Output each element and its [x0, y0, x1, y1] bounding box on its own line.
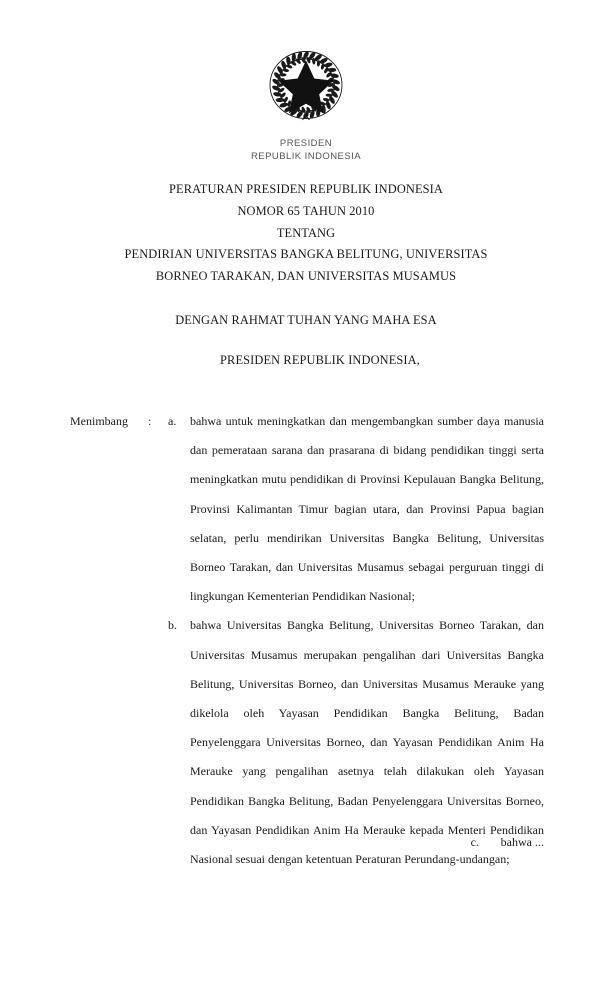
emblem-caption-line2: REPUBLIK INDONESIA [251, 150, 361, 162]
continuation-item-marker: c. [470, 835, 479, 849]
emblem-caption [0, 138, 612, 163]
considering-text-b: bahwa Universitas Bangka Belitung, Universitas Borneo Tarakan, dan Universitas Musamus merupakan pengalihan dari Universitas Bangka Belitung, Universitas Borneo, dan Universitas Musamus Merauke yang dikelola oleh Yayasan Pendidikan Bangka Belitung, Badan Penyelenggara Universitas Borneo, dan Yayasan Pendidikan Anim Ha Merauke yang pengalihan asetnya telah dilakukan oleh Yayasan Pendidikan Bangka Belitung, Badan Penyelenggara Universitas Borneo, dan Yayasan Pendidikan Anim Ha Merauke kepada Menteri Pendidikan Nasional sesuai dengan ketentuan Peraturan Perundang-undangan; [190, 618, 544, 867]
title-line-number: NOMOR 65 TAHUN 2010 [237, 203, 375, 218]
title-line-about: TENTANG [276, 225, 336, 240]
considering-text-a: bahwa untuk meningkatkan dan mengembangkan sumber daya manusia dan pemerataan sarana dan prasarana di bidang pendidikan tinggi serta meningkatkan mutu pendidikan di Provinsi Kepulauan Bangka Belitung, Provinsi Kalimantan Timur bagian utara, dan Provinsi Papua bagian selatan, perlu mendirikan Universitas Bangka Belitung, Universitas Borneo Tarakan, dan Universitas Musamus sebagai perguruan tinggi di lingkungan Kementerian Pendidikan Nasional; [190, 414, 544, 604]
considering-label: Menimbang [70, 414, 128, 428]
blessing-line: DENGAN RAHMAT TUHAN YANG MAHA ESA [175, 313, 437, 327]
considering-marker-b: b. [168, 618, 177, 633]
title-line-subject-1: PENDIRIAN UNIVERSITAS BANGKA BELITUNG, UNIVERSITAS [124, 247, 488, 262]
document-title-block [0, 179, 612, 288]
authority-line: PRESIDEN REPUBLIK INDONESIA, [220, 353, 420, 367]
presidential-emblem-block [0, 44, 612, 163]
continuation-item-text: bahwa ... [500, 835, 544, 849]
considering-colon: : [148, 414, 152, 428]
indonesia-presidential-seal-icon [258, 44, 354, 132]
title-line-subject-2: BORNEO TARAKAN, DAN UNIVERSITAS MUSAMUS [155, 269, 457, 284]
title-line-regulation: PERATURAN PRESIDEN REPUBLIK INDONESIA [169, 182, 443, 196]
continuation-marker [70, 832, 544, 852]
emblem-caption-line1: PRESIDEN [279, 138, 333, 149]
considering-section [70, 407, 544, 874]
considering-item-a [70, 407, 544, 611]
considering-marker-a: a. [168, 414, 177, 428]
